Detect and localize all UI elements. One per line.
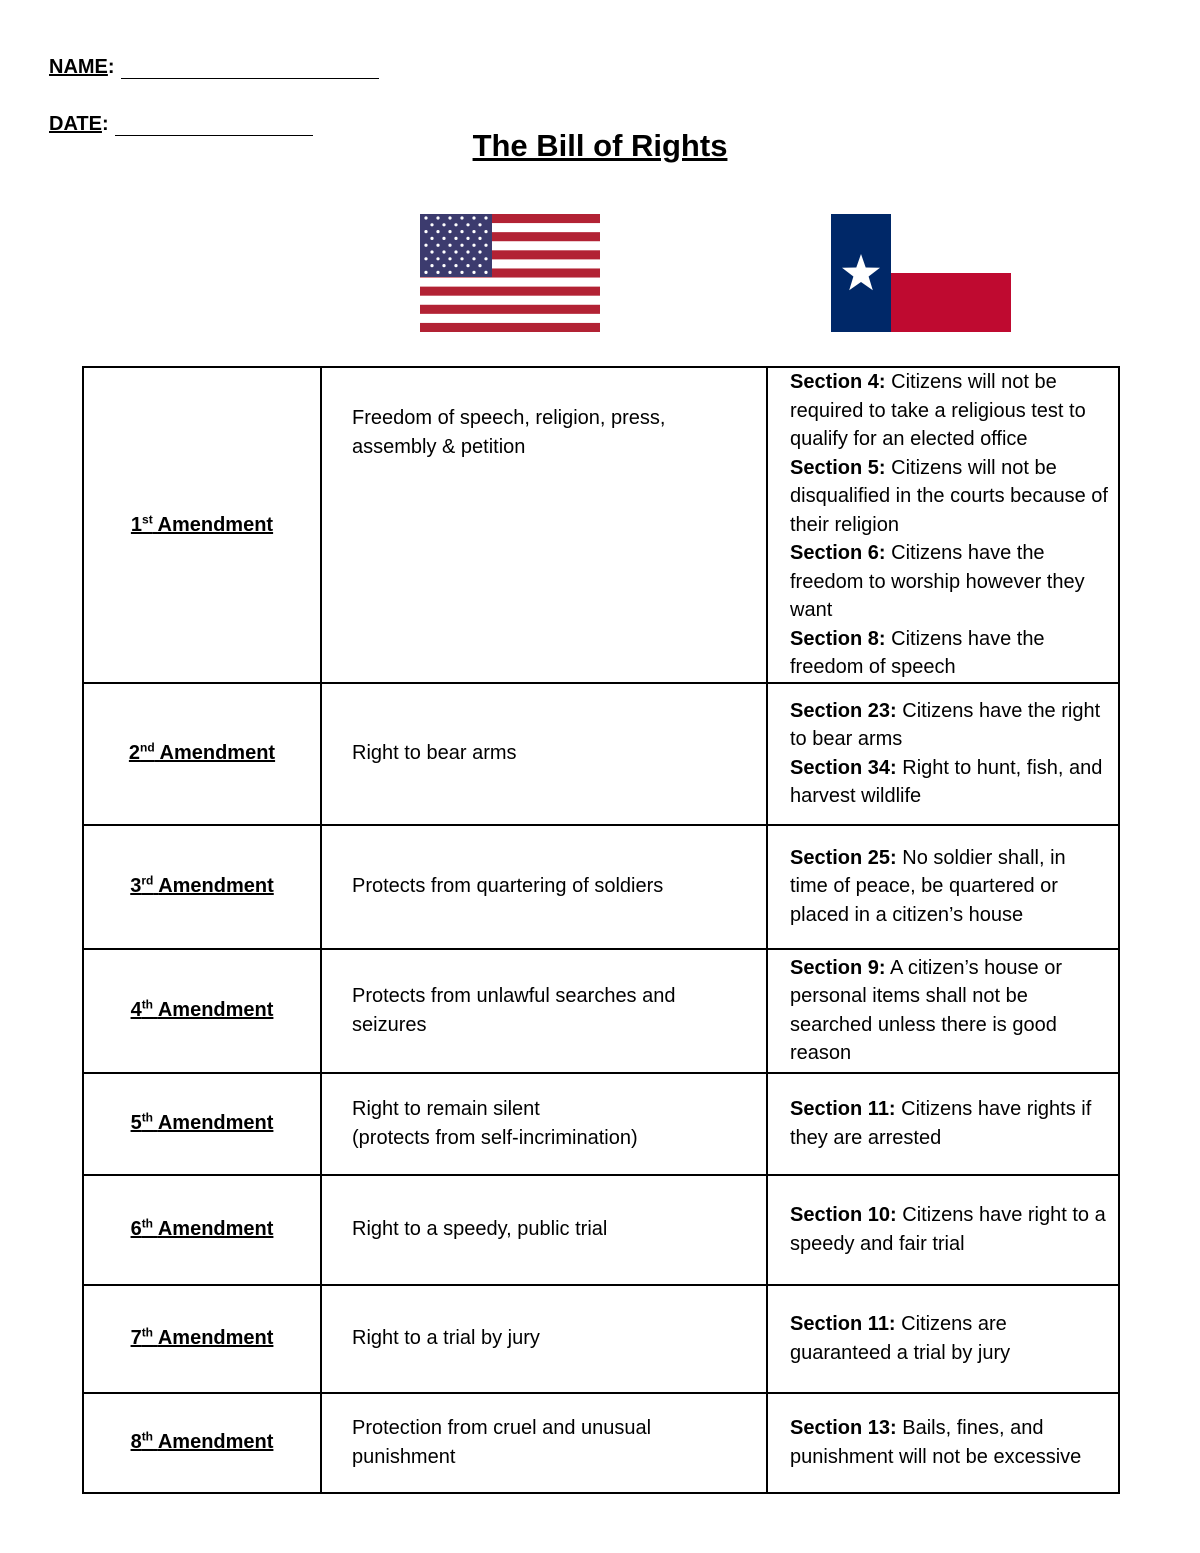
us-right-cell: Protects from quartering of soldiers	[321, 825, 767, 949]
amendment-cell: 1st Amendment	[83, 367, 321, 683]
name-field[interactable]: NAME:	[49, 56, 379, 79]
us-right-cell: Right to remain silent (protects from self-incrimination)	[321, 1073, 767, 1175]
amendment-cell: 6th Amendment	[83, 1175, 321, 1285]
texas-section-cell: Section 10: Citizens have right to a speedy and fair trial	[767, 1175, 1119, 1285]
us-right-cell: Right to bear arms	[321, 683, 767, 825]
texas-section-cell: Section 9: A citizen’s house or personal items shall not be searched unless there is good reason	[767, 949, 1119, 1073]
amendment-cell: 7th Amendment	[83, 1285, 321, 1393]
us-right-cell: Right to a speedy, public trial	[321, 1175, 767, 1285]
texas-section-cell: Section 4: Citizens will not be required to take a religious test to qualify for an elected office Section 5: Citizens will not be disqualified in the courts because of their religion Section 6: Citizens have the freedom to worship however they want Section 8: Citizens have the freedom of speech	[767, 367, 1119, 683]
amendment-cell: 5th Amendment	[83, 1073, 321, 1175]
texas-section-cell: Section 11: Citizens have rights if they are arrested	[767, 1073, 1119, 1175]
table-row	[83, 1393, 1119, 1493]
date-label: DATE	[49, 113, 102, 135]
texas-section-cell: Section 11: Citizens are guaranteed a trial by jury	[767, 1285, 1119, 1393]
name-label: NAME	[49, 56, 108, 78]
table-row	[83, 367, 1119, 683]
texas-section-cell: Section 23: Citizens have the right to bear arms Section 34: Right to hunt, fish, and harvest wildlife	[767, 683, 1119, 825]
us-right-cell: Protection from cruel and unusual punishment	[321, 1393, 767, 1493]
table-row	[83, 1285, 1119, 1393]
table-row	[83, 825, 1119, 949]
amendment-cell: 2nd Amendment	[83, 683, 321, 825]
amendment-cell: 8th Amendment	[83, 1393, 321, 1493]
table-row	[83, 1175, 1119, 1285]
amendment-cell: 4th Amendment	[83, 949, 321, 1073]
us-right-cell: Protects from unlawful searches and seizures	[321, 949, 767, 1073]
name-blank-line[interactable]	[121, 56, 379, 79]
table-row	[83, 1073, 1119, 1175]
date-field[interactable]: DATE:	[49, 113, 313, 136]
us-right-cell: Right to a trial by jury	[321, 1285, 767, 1393]
amendment-cell: 3rd Amendment	[83, 825, 321, 949]
bill-of-rights-table	[82, 366, 1120, 1494]
texas-section-cell: Section 25: No soldier shall, in time of peace, be quartered or placed in a citizen’s house	[767, 825, 1119, 949]
page-title: The Bill of Rights	[472, 128, 728, 163]
us-flag-icon	[420, 214, 600, 332]
table-row	[83, 683, 1119, 825]
texas-section-cell: Section 13: Bails, fines, and punishment will not be excessive	[767, 1393, 1119, 1493]
us-right-cell: Freedom of speech, religion, press, assembly & petition	[321, 367, 767, 683]
texas-flag-icon	[831, 214, 1011, 332]
table-row	[83, 949, 1119, 1073]
